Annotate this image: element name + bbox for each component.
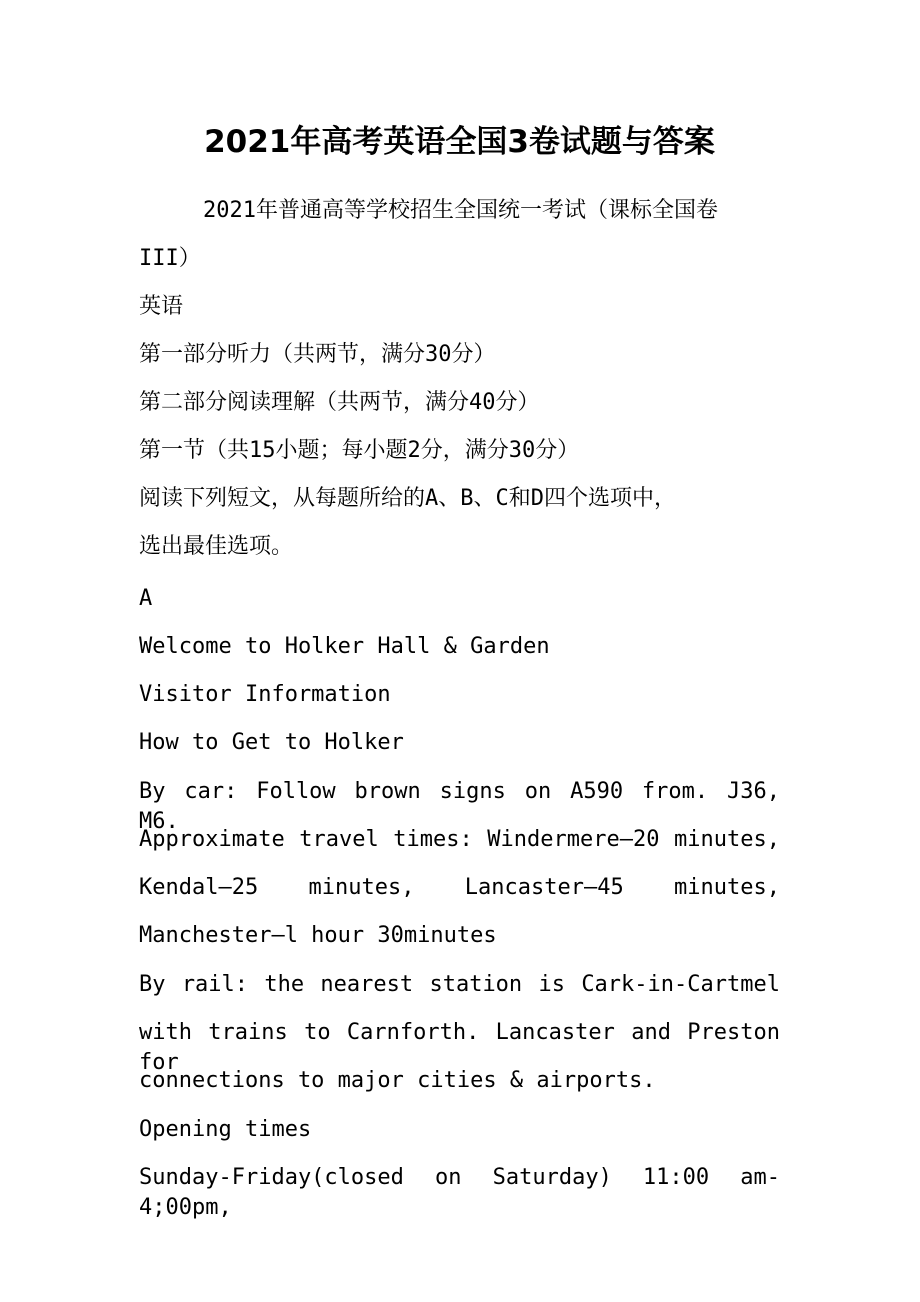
opening-times-line: Sunday-Friday(closed on Saturday) 11:00 am-4;00pm, — [139, 1165, 780, 1220]
how-to-get-heading: How to Get to Holker — [139, 730, 404, 755]
by-rail-line-1: By rail: the nearest station is Cark-in-Cartmel — [139, 972, 780, 997]
travel-times-line-3: Manchester—l hour 30minutes — [139, 923, 497, 948]
section-one-heading: 第一节（共15小题；每小题2分，满分30分） — [139, 438, 580, 463]
passage-label: A — [139, 586, 153, 611]
exam-name-line-2: III） — [139, 246, 201, 271]
opening-times-heading: Opening times — [139, 1117, 312, 1142]
by-car-line: By car: Follow brown signs on A590 from. J36, M6. — [139, 779, 780, 834]
document-title: 2021年高考英语全国3卷试题与答案 — [204, 124, 715, 160]
part-two-heading: 第二部分阅读理解（共两节，满分40分） — [139, 390, 540, 415]
exam-name-line-1: 2021年普通高等学校招生全国统一考试（课标全国卷 — [203, 198, 718, 223]
subject-heading: 英语 — [139, 294, 184, 319]
by-rail-line-2: with trains to Carnforth. Lancaster and Preston for — [139, 1020, 780, 1075]
visitor-info-heading: Visitor Information — [139, 682, 391, 707]
instructions-line-1: 阅读下列短文，从每题所给的A、B、C和D四个选项中， — [139, 486, 676, 511]
by-rail-line-3: connections to major cities & airports. — [139, 1068, 656, 1093]
passage-title: Welcome to Holker Hall & Garden — [139, 634, 550, 659]
instructions-line-2: 选出最佳选项。 — [139, 534, 294, 559]
travel-times-line-1: Approximate travel times: Windermere—20 minutes, — [139, 827, 780, 852]
travel-times-line-2: Kendal—25 minutes, Lancaster—45 minutes, — [139, 875, 780, 900]
part-one-heading: 第一部分听力（共两节，满分30分） — [139, 342, 496, 367]
